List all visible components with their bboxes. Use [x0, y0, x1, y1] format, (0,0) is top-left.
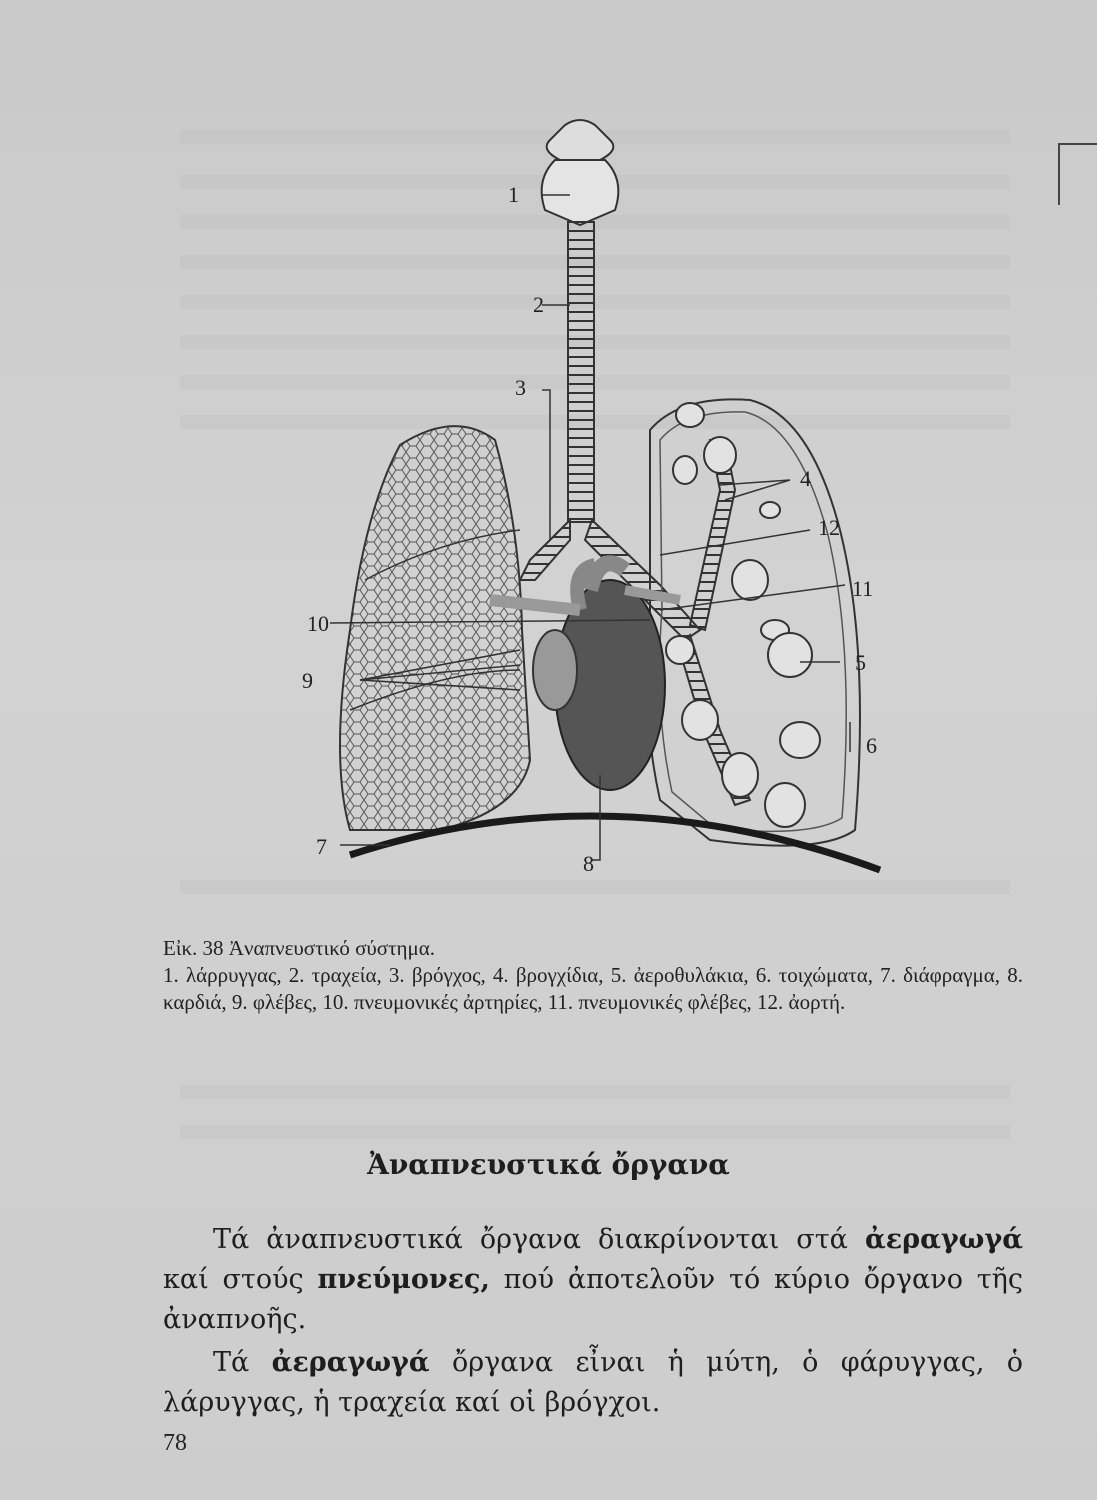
figure-caption — [163, 935, 1023, 1016]
p1-bold-aeragoga: ἀεραγωγά — [864, 1224, 1023, 1255]
paragraph-2 — [163, 1343, 1023, 1423]
figure-label-2: 2 — [533, 292, 544, 317]
p1-text-e: πού ἀποτελοῦν τό κύριο ὄργανο τῆς ἀναπνοῆς. — [163, 1264, 1023, 1335]
figure-label-4: 4 — [800, 466, 811, 491]
caption-title: Εἰκ. 38 Ἀναπνευστικό σύστημα. — [163, 936, 436, 960]
figure-label-1: 1 — [508, 182, 519, 207]
page-edge-mark — [1058, 143, 1097, 205]
p2-text-a: Τά — [213, 1347, 272, 1378]
figure-label-10: 10 — [307, 611, 329, 636]
paragraph-1 — [163, 1220, 1023, 1340]
figure-label-11: 11 — [852, 576, 874, 601]
figure-label-5: 5 — [855, 650, 866, 675]
section-heading: Ἀναπνευστικά ὄργανα — [367, 1148, 730, 1181]
trachea — [568, 222, 594, 522]
figure-label-3: 3 — [515, 375, 526, 400]
p2-text-c: ὄργανα εἶναι ἡ μύτη, ὁ φάρυγγας, ὁ λάρυγγας, ἡ τραχεία καί οἱ βρόγχοι. — [163, 1347, 1023, 1418]
page-number: 78 — [163, 1430, 187, 1456]
left-lung — [340, 426, 530, 830]
alveoli — [666, 403, 820, 827]
bleed-through-line — [180, 1085, 1010, 1099]
p1-bold-pneumones: πνεύμονες, — [317, 1264, 490, 1295]
larynx — [542, 120, 619, 225]
figure-label-9: 9 — [302, 668, 313, 693]
figure-label-7: 7 — [316, 834, 327, 859]
p1-text-c: καί στούς — [163, 1264, 318, 1295]
p2-bold-aeragoga: ἀεραγωγά — [271, 1347, 430, 1378]
bleed-through-line — [180, 1125, 1010, 1139]
figure-label-8: 8 — [583, 851, 594, 876]
figure-label-6: 6 — [866, 733, 877, 758]
caption-legend: 1. λάρρυγγας, 2. τραχεία, 3. βρόγχος, 4. βρογχίδια, 5. ἀεροθυλάκια, 6. τοιχώματα, 7. διάφραγμα, 8. καρδιά, 9. φλέβες, 10. πνευμονικές ἀρτηρίες, 11. πνευμονικές φλέβες, 12. ἀορτή. — [163, 963, 1023, 1014]
figure-label-12: 12 — [818, 515, 840, 540]
p1-text-a: Τά ἀναπνευστικά ὄργανα διακρίνονται στά — [213, 1224, 865, 1255]
respiratory-system-diagram — [280, 110, 900, 890]
